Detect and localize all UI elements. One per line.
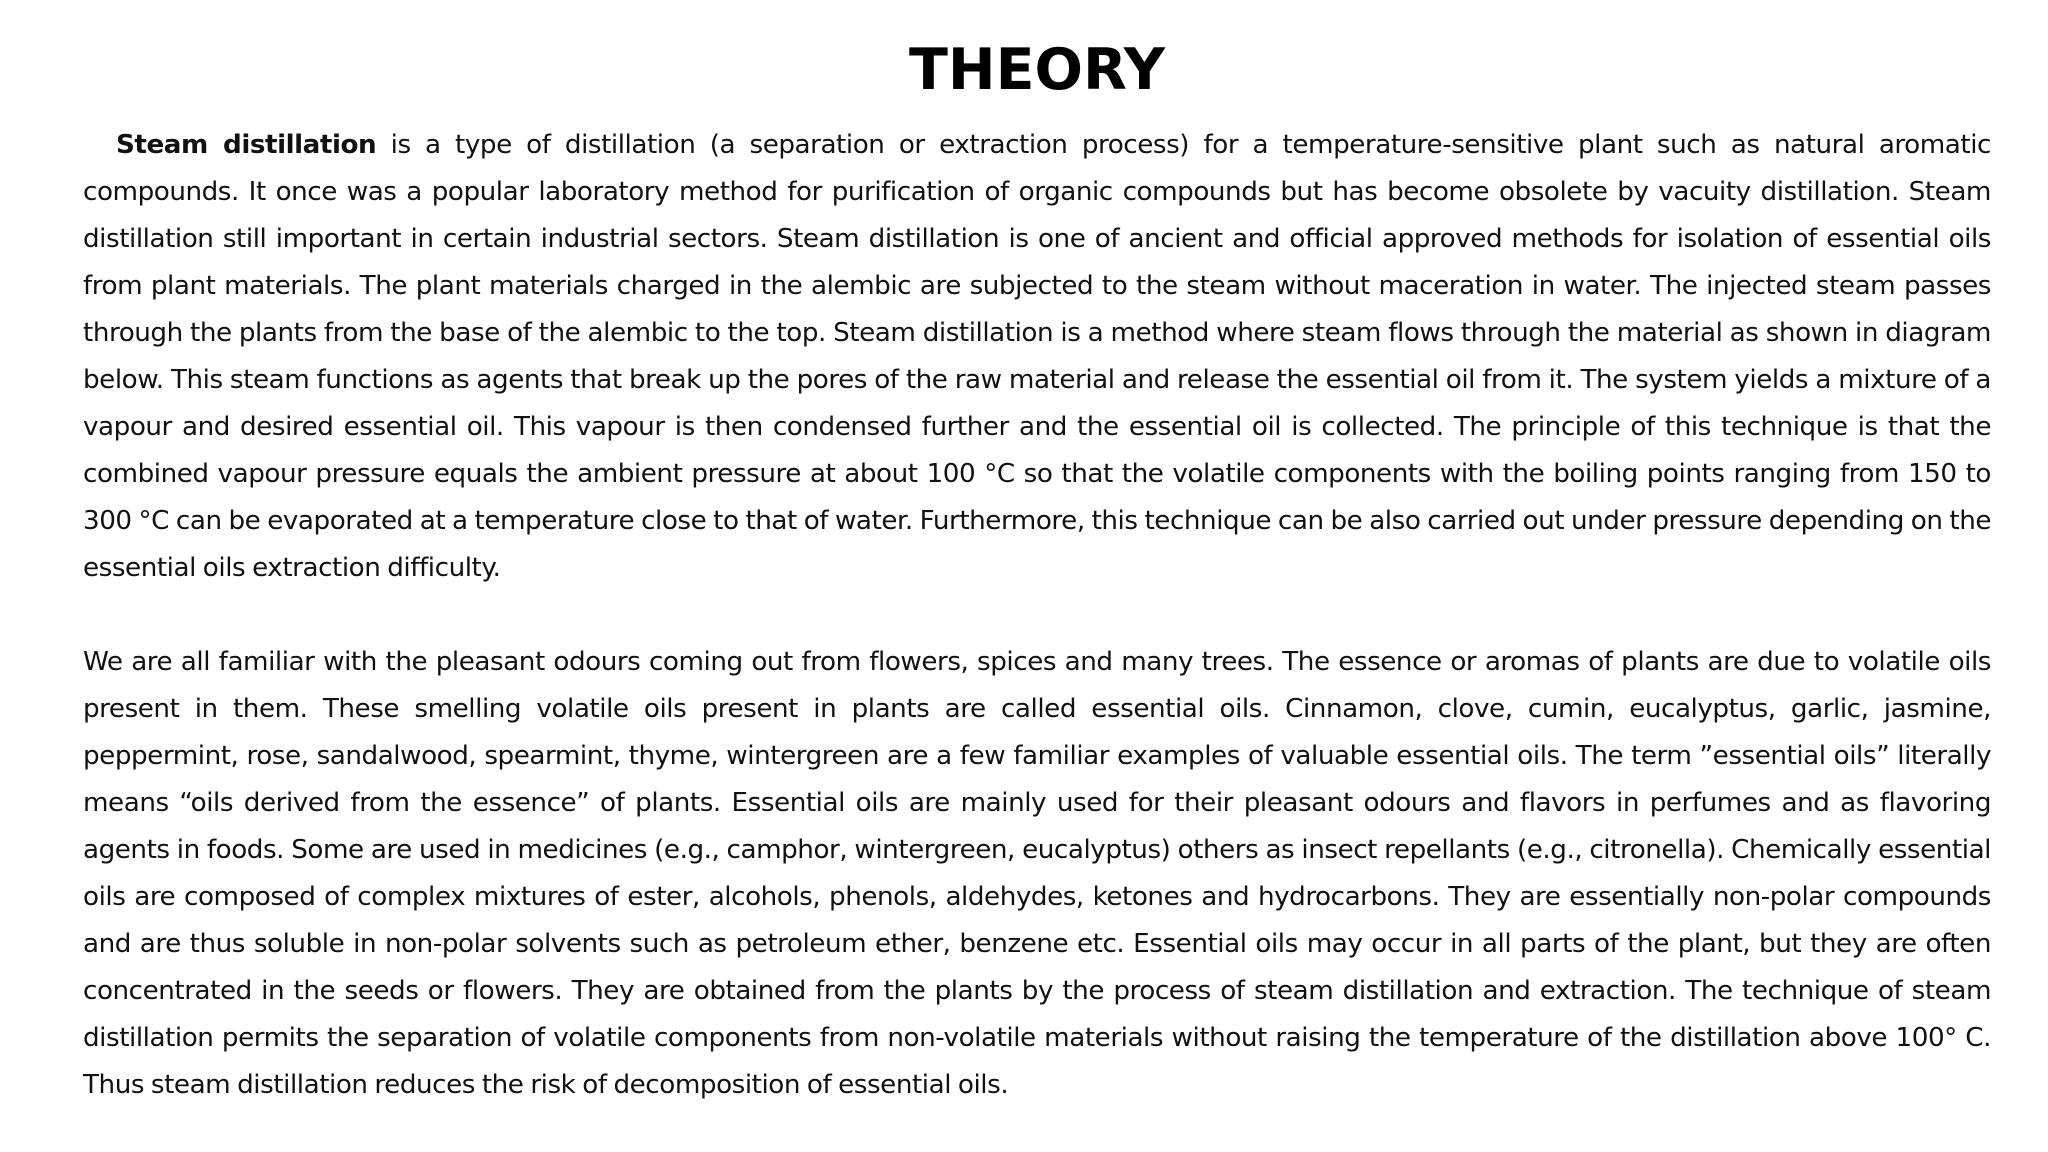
- document-page: [83, 30, 1991, 1109]
- theory-paragraph-1: [83, 122, 1991, 592]
- theory-paragraph-2: We are all familiar with the pleasant odours coming out from flowers, spices and many trees. The essence or aromas of plants are due to volatile oils present in them. These smelling volatile oils present in plants are called essential oils. Cinnamon, clove, cumin, eucalyptus, garlic, jasmine, peppermint, rose, sandalwood, spearmint, thyme, wintergreen are a few familiar examples of valuable essential oils. The term ”essential oils” literally means “oils derived from the essence” of plants. Essential oils are mainly used for their pleasant odours and flavors in perfumes and as flavoring agents in foods. Some are used in medicines (e.g., camphor, wintergreen, eucalyptus) others as insect repellants (e.g., citronella). Chemically essential oils are composed of complex mixtures of ester, alcohols, phenols, aldehydes, ketones and hydrocarbons. They are essentially non-polar compounds and are thus soluble in non-polar solvents such as petroleum ether, benzene etc. Essential oils may occur in all parts of the plant, but they are often concentrated in the seeds or flowers. They are obtained from the plants by the process of steam distillation and extraction. The technique of steam distillation permits the separation of volatile components from non-volatile materials without raising the temperature of the distillation above 100° C. Thus steam distillation reduces the risk of decomposition of essential oils.: [83, 647, 1991, 1100]
- theory-paragraph-1-text: is a type of distillation (a separation or extraction process) for a temperature-sensitive plant such as natural aromatic compounds. It once was a popular laboratory method for purification of organic compounds but has become obsolete by vacuity distillation. Steam distillation still important in certain industrial sectors. Steam distillation is one of ancient and official approved methods for isolation of essential oils from plant materials. The plant materials charged in the alembic are subjected to the steam without maceration in water. The injected steam passes through the plants from the base of the alembic to the top. Steam distillation is a method where steam flows through the material as shown in diagram below. This steam functions as agents that break up the pores of the raw material and release the essential oil from it. The system yields a mixture of a vapour and desired essential oil. This vapour is then condensed further and the essential oil is collected. The principle of this technique is that the combined vapour pressure equals the ambient pressure at about 100 °C so that the volatile components with the boiling points ranging from 150 to 300 °C can be evaporated at a temperature close to that of water. Furthermore, this technique can be also carried out under pressure depending on the essential oils extraction difficulty.: [83, 130, 1991, 583]
- page-title: THEORY: [908, 37, 1166, 103]
- steam-distillation-term: Steam distillation: [116, 130, 377, 160]
